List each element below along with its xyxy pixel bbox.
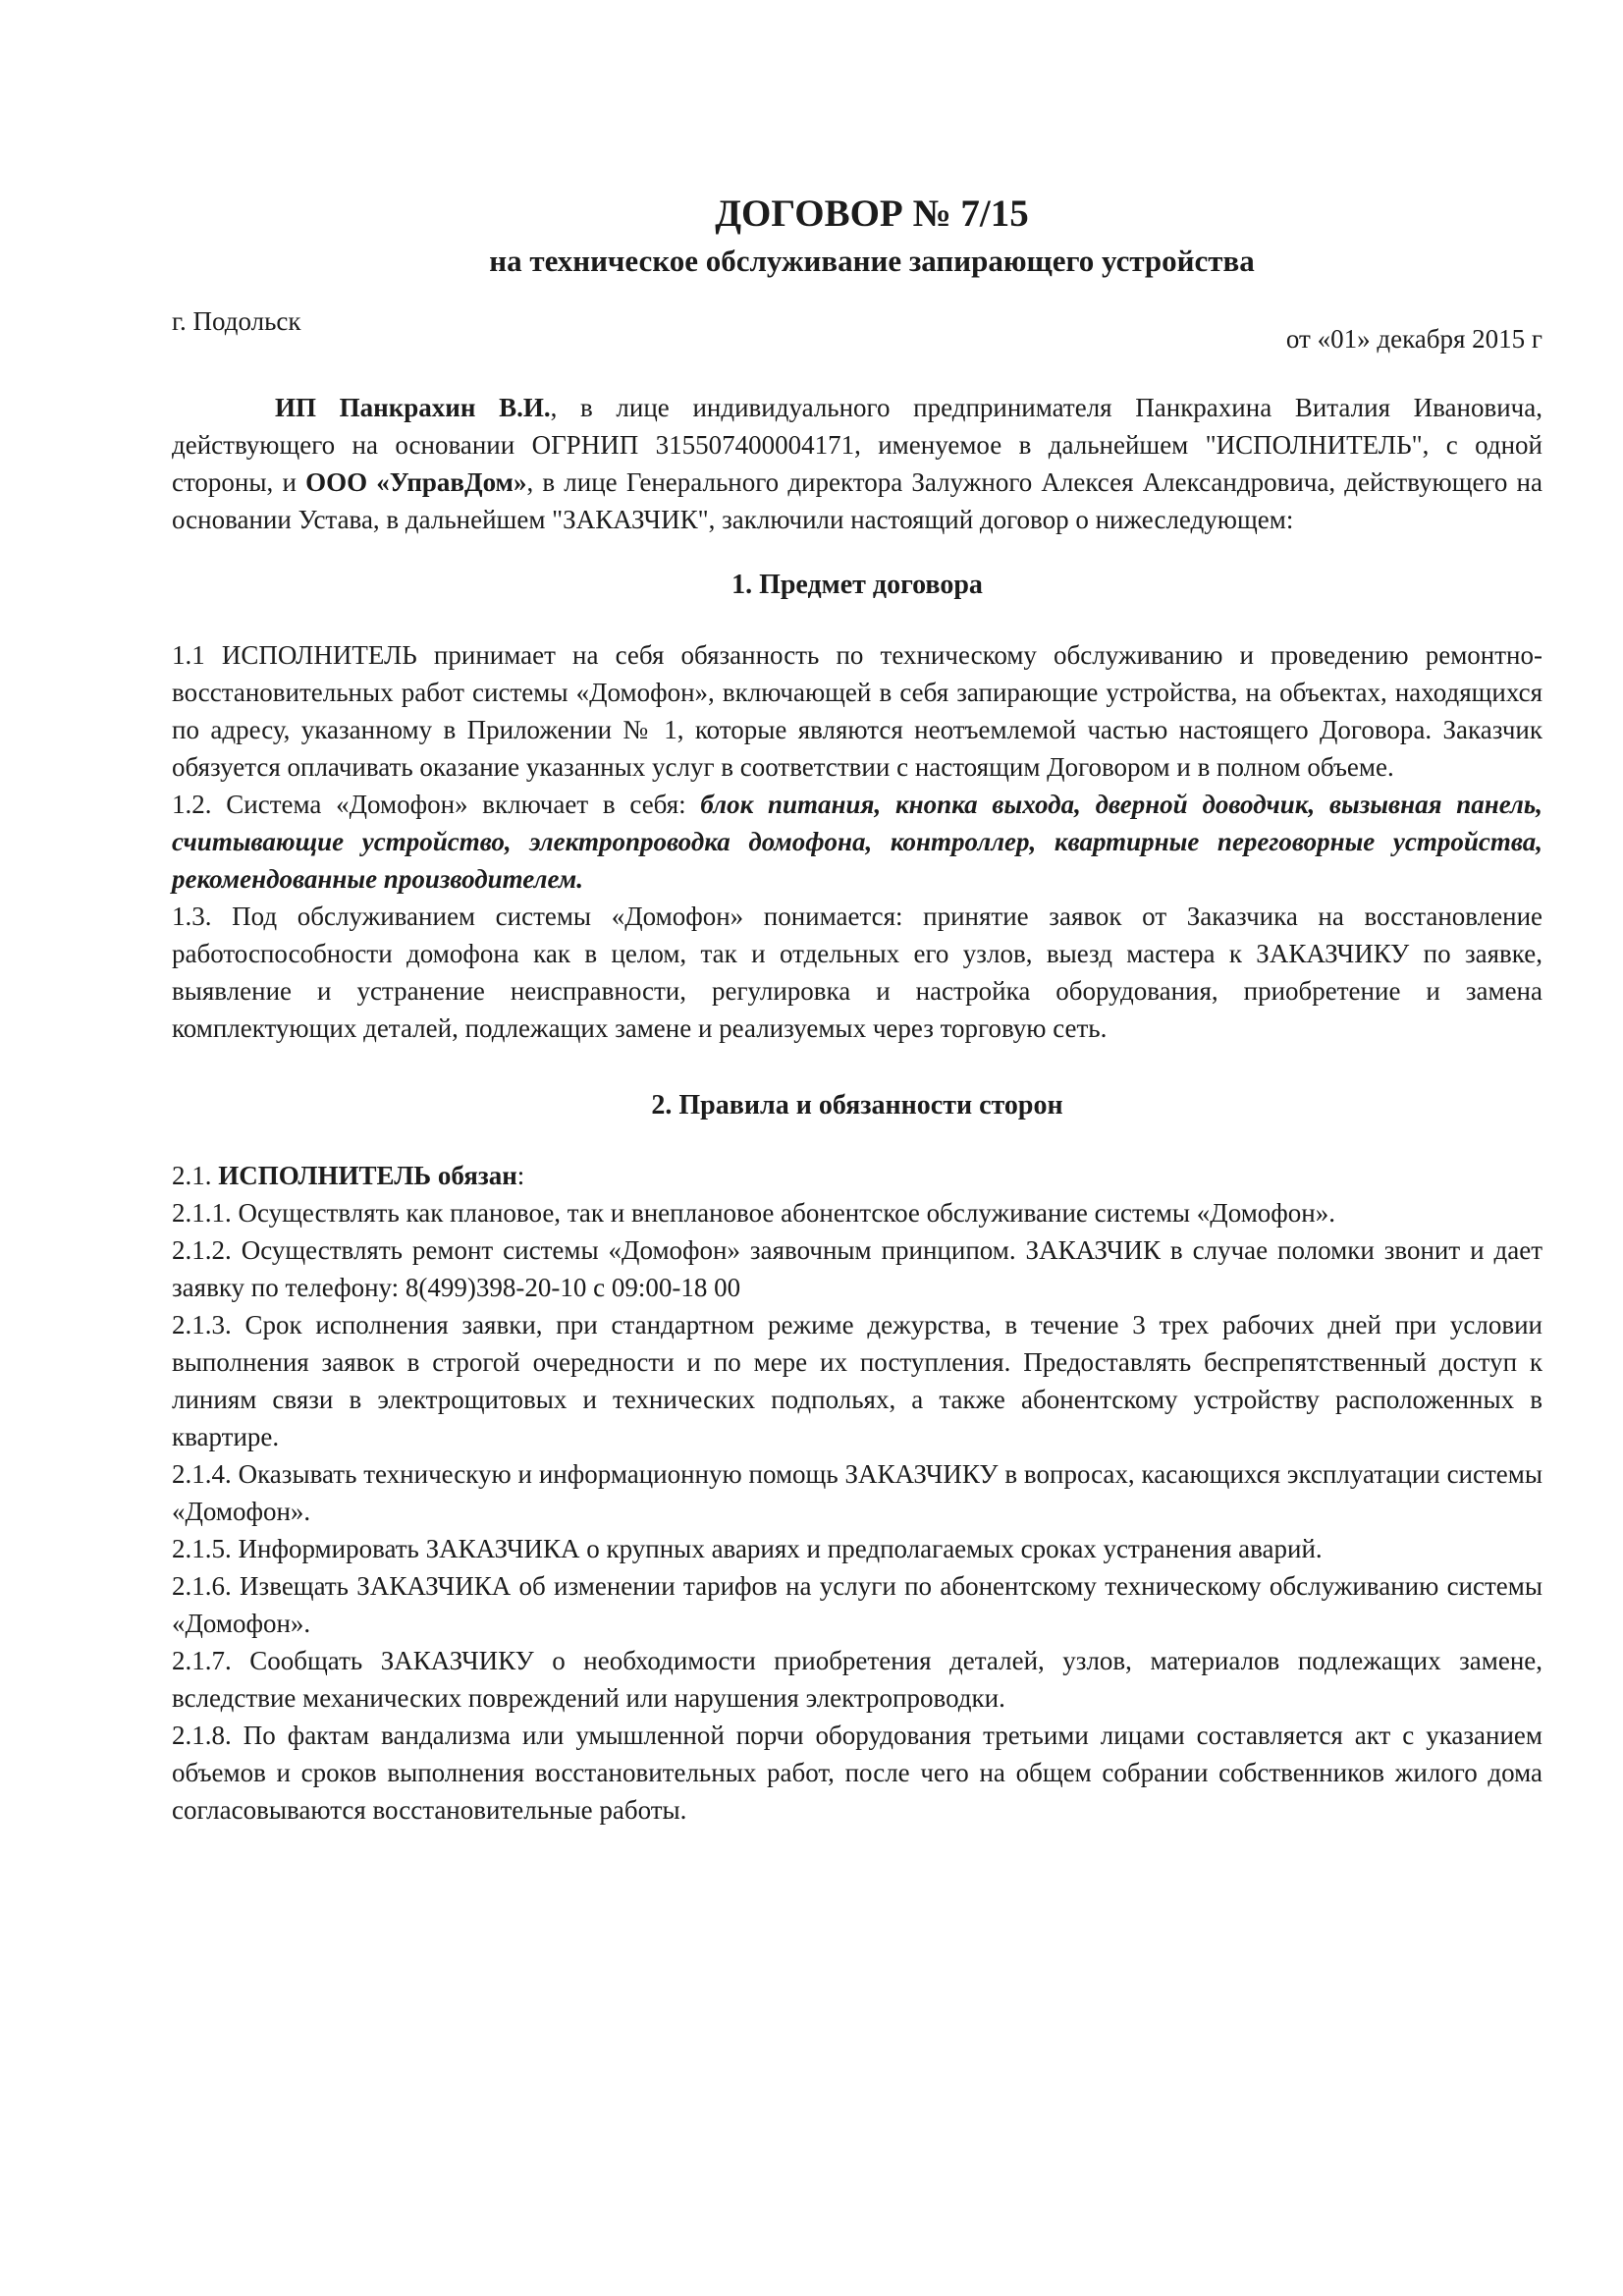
document-subtitle: на техническое обслуживание запирающего устройства (489, 244, 1255, 278)
clause-2-1-2: 2.1.2. Осуществлять ремонт системы «Домофон» заявочным принципом. ЗАКАЗЧИК в случае поломки звонит и дает заявку по телефону: 8(499)398-20-10 с 09:00-18 00 (172, 1235, 1542, 1302)
party-contractor: ИП Панкрахин В.И. (275, 393, 551, 422)
clause-2-1-5: 2.1.5. Информировать ЗАКАЗЧИКА о крупных авариях и предполагаемых сроках устранения аварий. (172, 1534, 1323, 1563)
clause-2-1-tail: : (516, 1161, 525, 1190)
place-date-row (172, 306, 1542, 365)
party-customer: ООО «УправДом» (305, 467, 527, 497)
clause-1-2-list: блок питания, кнопка выхода, дверной доводчик, вызывная панель, считывающие устройство, электропроводка домофона, контроллер, квартирные переговорные устройства, рекомендованные производителем. (172, 790, 1543, 894)
clause-1-2-lead: 1.2. Система «Домофон» включает в себя: (172, 790, 701, 819)
clause-2-1-1: 2.1.1. Осуществлять как плановое, так и внеплановое абонентское обслуживание системы «Домофон». (172, 1198, 1335, 1228)
section-2-heading: 2. Правила и обязанности сторон (651, 1090, 1063, 1121)
intro-paragraph (172, 389, 1542, 538)
clause-2-1-bold: ИСПОЛНИТЕЛЬ обязан (218, 1161, 517, 1190)
clause-2-1-6: 2.1.6. Извещать ЗАКАЗЧИКА об изменении тарифов на услуги по абонентскому техническому обслуживанию системы «Домофон». (172, 1571, 1542, 1638)
intro-text-1: , в лице индивидуального предпринимателя Панкрахина Виталия Ивановича, действующего на основании ОГРНИП 315507400004171, именуемое в дальнейшем "ИСПОЛНИТЕЛЬ", с одной стороны, и (172, 393, 1542, 497)
clause-2-1-num: 2.1. (172, 1161, 219, 1190)
section-1-heading: 1. Предмет договора (731, 570, 983, 600)
contract-date: от «01» декабря 2015 г (1285, 324, 1542, 354)
document-title: ДОГОВОР № 7/15 (715, 192, 1029, 235)
clause-2-1-8: 2.1.8. По фактам вандализма или умышленной порчи оборудования третьими лицами составляется акт с указанием объемов и сроков выполнения восстановительных работ, после чего на общем собрании собственников жилого дома согласовываются восстановительные работы. (172, 1721, 1542, 1825)
clause-2-1 (172, 1157, 1542, 1194)
clause-2-1-3: 2.1.3. Срок исполнения заявки, при стандартном режиме дежурства, в течение 3 трех рабочих дней при условии выполнения заявок в строгой очередности и по мере их поступления. Предоставлять беспрепятственный доступ к линиям связи в электрощитовых и технических подпольях, а также абонентскому устройству расположенных в квартире. (172, 1310, 1542, 1451)
clause-2-1-4: 2.1.4. Оказывать техническую и информационную помощь ЗАКАЗЧИКУ в вопросах, касающихся эксплуатации системы «Домофон». (172, 1459, 1542, 1526)
clause-1-2 (172, 786, 1542, 898)
clause-2-1-7: 2.1.7. Сообщать ЗАКАЗЧИКУ о необходимости приобретения деталей, узлов, материалов подлежащих замене, вследствие механических повреждений или нарушения электропроводки. (172, 1646, 1542, 1713)
place: г. Подольск (172, 306, 301, 336)
clause-1-3: 1.3. Под обслуживанием системы «Домофон» понимается: принятие заявок от Заказчика на восстановление работоспособности домофона как в целом, так и отдельных его узлов, выезд мастера к ЗАКАЗЧИКУ по заявке, выявление и устранение неисправности, регулировка и настройка оборудования, приобретение и замена комплектующих деталей, подлежащих замене и реализуемых через торговую сеть. (172, 902, 1542, 1043)
clause-1-1: 1.1 ИСПОЛНИТЕЛЬ принимает на себя обязанность по техническому обслуживанию и проведению ремонтно-восстановительных работ системы «Домофон», включающей в себя запирающие устройства, на объектах, находящихся по адресу, указанному в Приложении № 1, которые являются неотъемлемой частью настоящего Договора. Заказчик обязуется оплачивать оказание указанных услуг в соответствии с настоящим Договором и в полном объеме. (172, 640, 1542, 782)
intro-text-2: , в лице Генерального директора Залужного Алексея Александровича, действующего на основании Устава, в дальнейшем "ЗАКАЗЧИК", заключили настоящий договор о нижеследующем: (172, 467, 1542, 534)
